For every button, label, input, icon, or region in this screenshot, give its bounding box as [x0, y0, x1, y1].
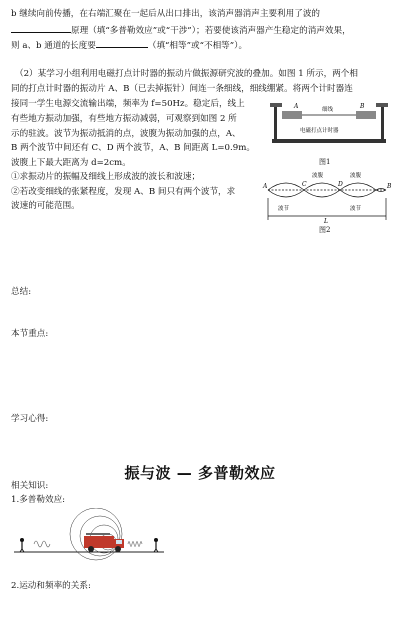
fig1-string-label: 细线 [322, 107, 334, 113]
intro-text-1: b 继续向前传播，在右端汇聚在一起后从出口排出，该消声器消声主要利用了波的 [11, 9, 321, 19]
base-plank [272, 139, 386, 143]
q2-line-1: （2）某学习小组利用电磁打点计时器的振动片做振源研究波的叠加。如图 1 所示，两个相 [15, 69, 358, 79]
fig1-device-label: 电磁打点计时器 [300, 128, 339, 134]
left-stand [274, 105, 277, 139]
fig2-label-a: A [263, 183, 268, 190]
doppler-illustration [14, 508, 164, 564]
related-knowledge-label: 相关知识: [11, 481, 49, 491]
fig2-node-1: 波节 [278, 206, 290, 212]
left-clamp [270, 103, 282, 107]
q2-line-6: B 两个波节中间还有 C、D 两个波节，A、B 间距离 L=0.9m。 [11, 143, 255, 153]
figure-2-diagram [262, 168, 394, 226]
q2-line-8: ①求振动片的振幅及细线上形成波的波长和波速； [11, 172, 201, 182]
q2-line-10: 波速的可能范围。 [11, 201, 80, 211]
intro-line-1 [11, 8, 320, 21]
timer-b [356, 111, 376, 119]
q2-line-7: 波腹上下最大距离为 d=2cm。 [11, 158, 131, 168]
intro-text-3a: 则 a、b 通道的长度要 [11, 41, 96, 51]
fig2-node-2: 波节 [350, 206, 362, 212]
right-stand [381, 105, 384, 139]
fig2-antinode-1: 波腹 [312, 173, 324, 179]
reflection-label: 学习心得: [11, 414, 49, 424]
figure-1-caption: 图1 [319, 158, 331, 166]
q2-line-3: 接同一学生电源交流输出端，频率为 f=50Hz。稳定后，线上 [11, 99, 245, 109]
timer-a [282, 111, 302, 119]
chapter-title: 振与波 — 多普勒效应 [124, 464, 276, 482]
item-2-label: 2.运动和频率的关系: [11, 581, 91, 591]
figure-1-diagram [266, 95, 392, 155]
q2-line-2: 同的打点计时器的振动片 A、B（已去掉振针）间连一条细线，细线绷紧。将两个计时器连 [11, 84, 353, 94]
q2-line-4: 有些地方振动加强，有些地方振动减弱，可观察到如图 2 所 [11, 114, 237, 124]
q2-line-5: 示的驻波。波节为振动抵消的点，波腹为振动加强的点，A、 [11, 129, 241, 139]
figure-2-caption: 图2 [319, 226, 331, 234]
item-1-label: 1.多普勒效应: [11, 495, 66, 505]
intro-line-3 [11, 38, 247, 53]
key-points-label: 本节重点: [11, 329, 49, 339]
fig2-label-c: C [302, 181, 307, 188]
intro-text-2: 原理（填“多普勒效应”或“干涉”）；若要使该消声器产生稳定的消声效果， [71, 26, 351, 36]
fig2-antinode-2: 波腹 [350, 173, 362, 179]
intro-line-2 [11, 23, 351, 38]
answer-blank-1[interactable] [11, 23, 71, 33]
right-clamp [376, 103, 388, 107]
summary-label: 总结: [11, 287, 32, 297]
right-observer-icon [154, 538, 158, 552]
fig2-length-label: L [324, 218, 328, 225]
left-sparse-wave [34, 541, 50, 547]
left-observer-icon [20, 538, 24, 552]
answer-blank-2[interactable] [96, 38, 148, 48]
fig1-label-a: A [294, 103, 299, 110]
right-dense-wave [128, 542, 142, 547]
q2-line-9: ②若改变细线的张紧程度，发现 A、B 间只有两个波节，求 [11, 187, 236, 197]
fig2-label-d: D [338, 181, 343, 188]
intro-text-3b: （填“相等”或“不相等”）。 [147, 41, 248, 51]
fig2-label-b: B [387, 183, 392, 190]
fig1-label-b: B [360, 103, 365, 110]
